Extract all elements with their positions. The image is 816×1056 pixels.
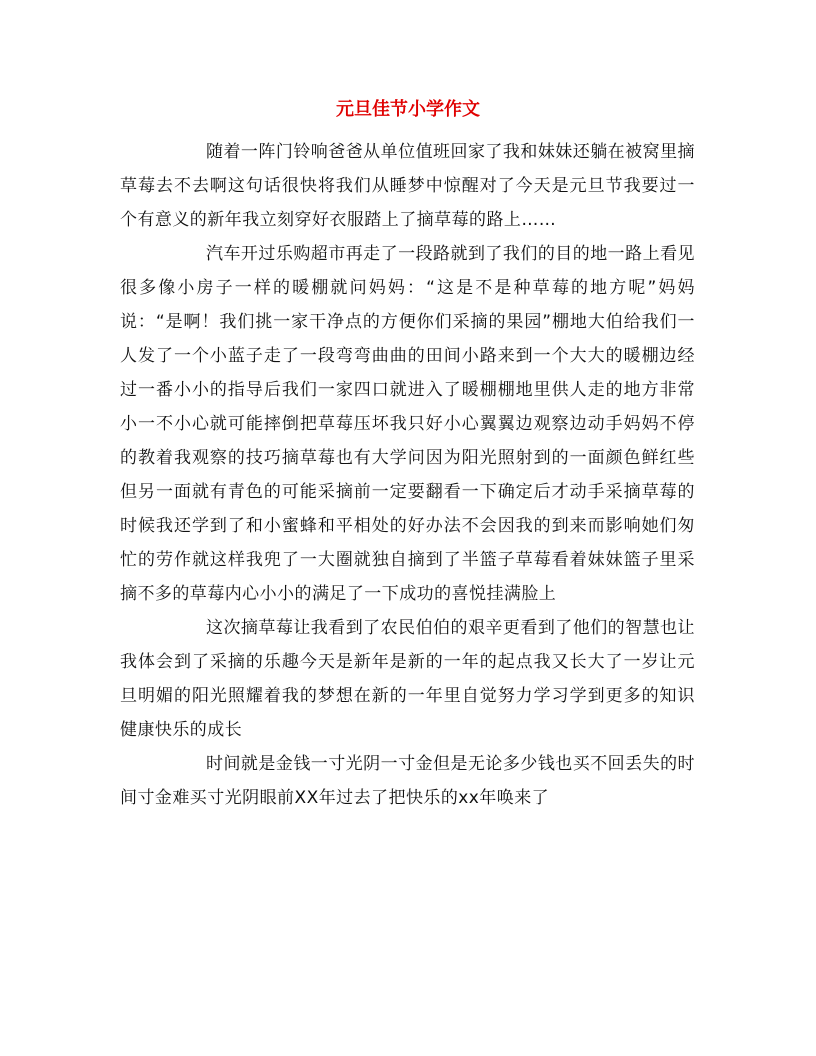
page-title: 元旦佳节小学作文 <box>336 99 480 120</box>
essay-body <box>120 135 695 815</box>
paragraph-2: 汽车开过乐购超市再走了一段路就到了我们的目的地一路上看见很多像小房子一样的暖棚就问妈妈：“这是不是种草莓的地方呢”妈妈说：“是啊！我们挑一家干净点的方便你们采摘的果园”棚地大伯给我们一人发了一个小蓝子走了一段弯弯曲曲的田间小路来到一个大大的暖棚边经过一番小小的指导后我们一家四口就进入了暖棚棚地里供人走的地方非常小一不小心就可能摔倒把草莓压坏我只好小心翼翼边观察边动手妈妈不停的教着我观察的技巧摘草莓也有大学问因为阳光照射到的一面颜色鲜红些但另一面就有青色的可能采摘前一定要翻看一下确定后才动手采摘草莓的时候我还学到了和小蜜蜂和平相处的好办法不会因我的到来而影响她们匆忙的劳作就这样我兜了一大圈就独自摘到了半篮子草莓看着妹妹篮子里采摘不多的草莓内心小小的满足了一下成功的喜悦挂满脸上 <box>120 244 695 604</box>
paragraph-4: 时间就是金钱一寸光阴一寸金但是无论多少钱也买不回丢失的时间寸金难买寸光阴眼前XX年过去了把快乐的xx年唤来了 <box>120 754 695 808</box>
paragraph-3: 这次摘草莓让我看到了农民伯伯的艰辛更看到了他们的智慧也让我体会到了采摘的乐趣今天是新年是新的一年的起点我又长大了一岁让元旦明媚的阳光照耀着我的梦想在新的一年里自觉努力学习学到更多的知识健康快乐的成长 <box>120 618 695 740</box>
paragraph-1: 随着一阵门铃响爸爸从单位值班回家了我和妹妹还躺在被窝里摘草莓去不去啊这句话很快将我们从睡梦中惊醒对了今天是元旦节我要过一个有意义的新年我立刻穿好衣服踏上了摘草莓的路上…… <box>120 142 695 230</box>
